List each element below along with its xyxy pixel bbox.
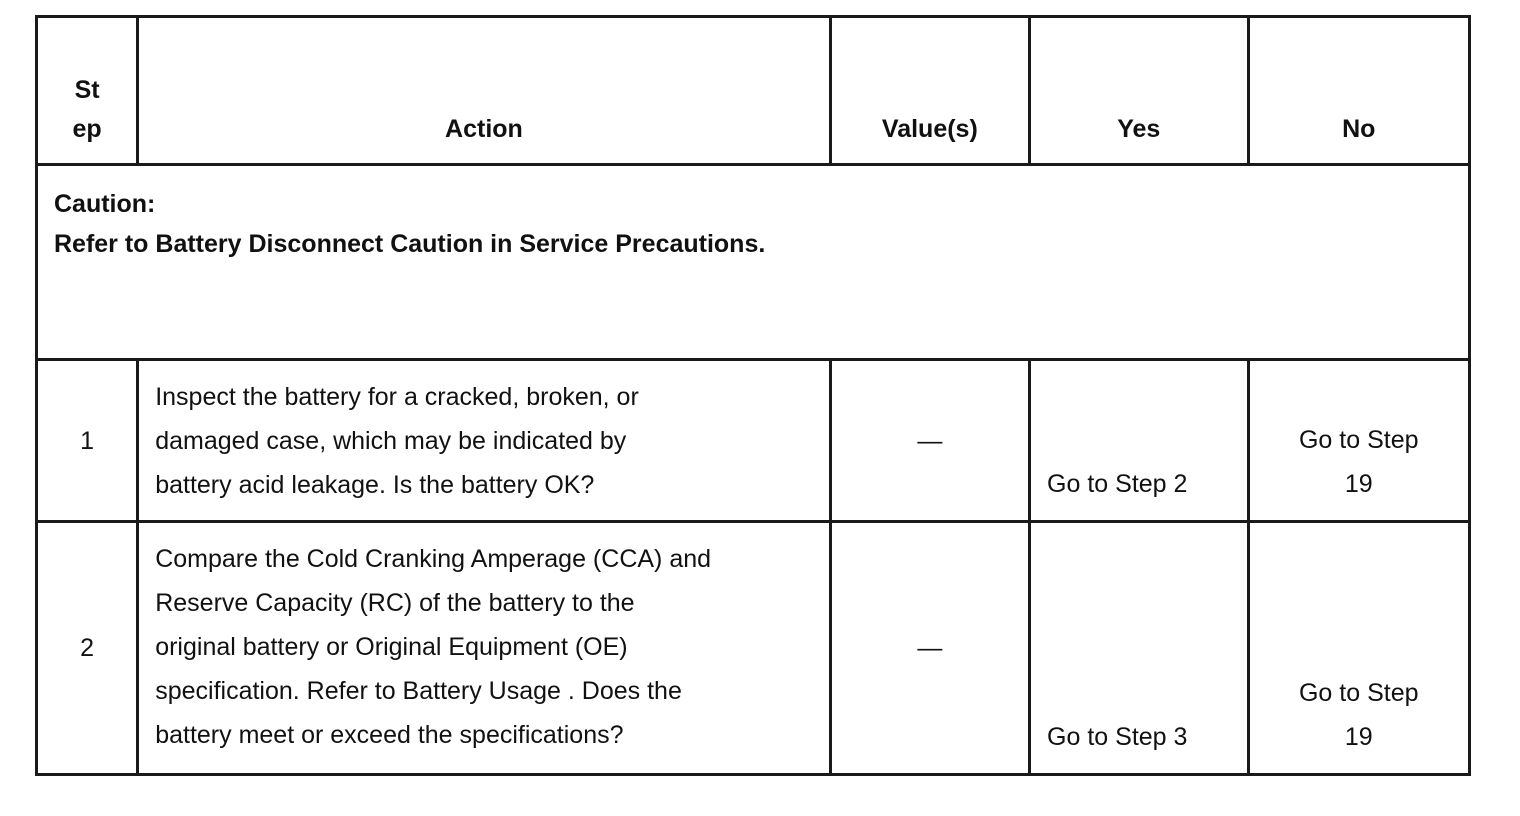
action-line: original battery or Original Equipment (OE): [155, 633, 628, 661]
no-cell: [1248, 360, 1470, 522]
header-no: No: [1248, 17, 1470, 165]
action-cell: [138, 522, 830, 775]
action-line: Reserve Capacity (RC) of the battery to the: [155, 589, 635, 617]
table-row: [37, 522, 1470, 775]
action-line: Inspect the battery for a cracked, broken, or: [155, 383, 639, 411]
step-number: 1: [37, 360, 138, 522]
table-header-row: [37, 17, 1470, 165]
header-step: [37, 17, 138, 165]
diagnostic-table: [35, 15, 1471, 776]
caution-cell: [37, 165, 1470, 360]
no-line: 19: [1344, 470, 1373, 498]
header-action: Action: [138, 17, 830, 165]
header-yes: Yes: [1030, 17, 1248, 165]
action-cell: [138, 360, 830, 522]
action-line: battery meet or exceed the specifications?: [155, 721, 624, 749]
action-line: battery acid leakage. Is the battery OK?: [155, 471, 595, 499]
step-number: 2: [37, 522, 138, 775]
action-line: Compare the Cold Cranking Amperage (CCA) and: [155, 545, 712, 573]
table-row: [37, 360, 1470, 522]
no-line: 19: [1344, 723, 1373, 751]
header-values: Value(s): [830, 17, 1029, 165]
yes-cell: Go to Step 2: [1030, 360, 1248, 522]
header-step-label: St ep: [72, 76, 102, 143]
value-cell: —: [830, 360, 1029, 522]
action-line: specification. Refer to Battery Usage . Does the: [155, 677, 682, 705]
yes-cell: Go to Step 3: [1030, 522, 1248, 775]
no-line: Go to Step: [1298, 426, 1419, 454]
caution-text: Refer to Battery Disconnect Caution in Service Precautions.: [54, 230, 766, 258]
no-cell: [1248, 522, 1470, 775]
no-line: Go to Step: [1298, 679, 1419, 707]
caution-title: Caution:: [54, 190, 156, 218]
caution-row: [37, 165, 1470, 360]
value-cell: —: [830, 522, 1029, 775]
action-line: damaged case, which may be indicated by: [155, 427, 627, 455]
